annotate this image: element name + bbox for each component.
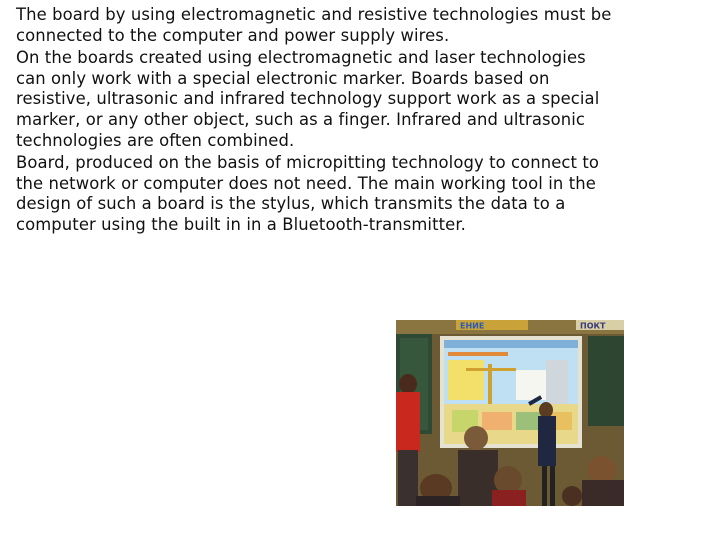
banner-left-text: ЕНИЕ (460, 321, 485, 331)
paragraph-marker-types: On the boards created using electromagnetic and laser technologies can only work with a special electronic marker. Boards based on resistive, ultrasonic and infrared technology support work as a special marker, or any other object, such as a finger. Infrared and ultrasonic technologies are often combined. (16, 48, 600, 150)
banner-right-text: ПОКТ (580, 321, 606, 331)
slide-body-text (16, 5, 616, 238)
paragraph-bluetooth-stylus: Board, produced on the basis of micropitting technology to connect to the network or computer does not need. The main working tool in the design of such a board is the stylus, which transmits the data to a computer using the built in in a Bluetooth-transmitter. (16, 153, 600, 234)
paragraph-wired-boards: The board by using electromagnetic and resistive technologies must be connected to the computer and power supply wires. (16, 5, 612, 45)
classroom-interactive-whiteboard-photo (396, 320, 624, 506)
